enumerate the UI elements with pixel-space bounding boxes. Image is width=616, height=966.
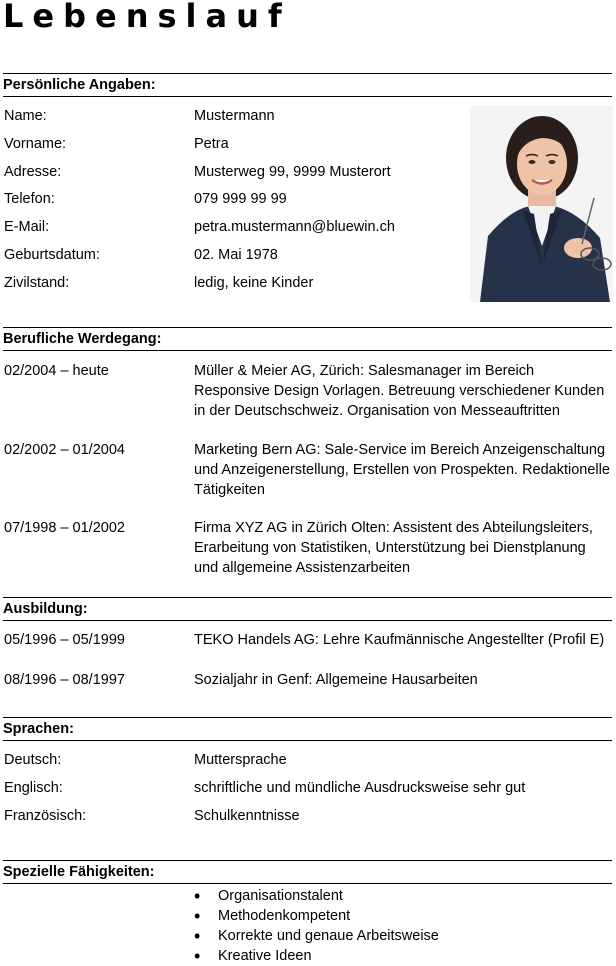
info-label: Vorname: — [4, 136, 67, 152]
info-value: 079 999 99 99 — [194, 191, 287, 207]
section-languages — [3, 717, 612, 741]
info-label: E-Mail: — [4, 219, 50, 235]
info-label: Adresse: — [4, 164, 62, 180]
career-description: Firma XYZ AG in Zürich Olten: Assistent des Abteilungsleiters, Erarbeitung von Statistiken, Unterstützung bei Dienstplanung und allgemeine Assistenzarbeiten — [194, 520, 593, 576]
info-label: Telefon: — [4, 191, 55, 207]
date-range: 05/1996 – 05/1999 — [4, 632, 125, 648]
language-level: Schulkenntnisse — [194, 808, 300, 824]
skills-list — [194, 886, 439, 966]
page-title: Lebenslauf — [3, 0, 291, 35]
section-education — [3, 597, 612, 621]
section-personal — [3, 73, 612, 97]
info-label: Zivilstand: — [4, 275, 70, 291]
date-range: 02/2002 – 01/2004 — [4, 442, 125, 458]
info-value: Mustermann — [194, 108, 275, 124]
info-value: Petra — [194, 136, 229, 152]
career-description: Marketing Bern AG: Sale-Service im Bereich Anzeigenschaltung und Anzeigenerstellung, Erstellen von Prospekten. Redaktionelle Tätigkeiten — [194, 442, 610, 498]
info-label: Name: — [4, 108, 47, 124]
education-description: Sozialjahr in Genf: Allgemeine Hausarbeiten — [194, 672, 478, 688]
date-range: 02/2004 – heute — [4, 363, 109, 379]
section-heading: Sprachen: — [3, 721, 74, 737]
info-value: ledig, keine Kinder — [194, 275, 314, 291]
section-heading: Spezielle Fähigkeiten: — [3, 864, 155, 880]
date-range: 08/1996 – 08/1997 — [4, 672, 125, 688]
info-label: Geburtsdatum: — [4, 247, 100, 263]
list-item: • Methodenkompetent — [194, 906, 439, 926]
date-range: 07/1998 – 01/2002 — [4, 520, 125, 536]
language-name: Französisch: — [4, 808, 87, 824]
language-name: Deutsch: — [4, 752, 62, 768]
language-level: Muttersprache — [194, 752, 287, 768]
language-level: schriftliche und mündliche Ausdrucksweise sehr gut — [194, 780, 526, 796]
section-skills — [3, 860, 612, 884]
list-item: • Kreative Ideen — [194, 946, 439, 966]
list-item: • Organisationstalent — [194, 886, 439, 906]
education-description: TEKO Handels AG: Lehre Kaufmännische Angestellter (Profil E) — [194, 632, 605, 648]
section-heading: Persönliche Angaben: — [3, 77, 156, 93]
language-name: Englisch: — [4, 780, 63, 796]
info-value: Musterweg 99, 9999 Musterort — [194, 164, 391, 180]
email-value: petra.mustermann@bluewin.ch — [194, 219, 395, 235]
info-value: 02. Mai 1978 — [194, 247, 278, 263]
career-description: Müller & Meier AG, Zürich: Salesmanager im Bereich Responsive Design Vorlagen. Betreuung verschiedener Kunden in der Deutschschweiz. Organisation von Messeauftritten — [194, 363, 605, 419]
section-heading: Berufliche Werdegang: — [3, 331, 162, 347]
profile-photo — [470, 106, 613, 302]
section-career — [3, 327, 612, 351]
section-heading: Ausbildung: — [3, 601, 88, 617]
list-item: • Korrekte und genaue Arbeitsweise — [194, 926, 439, 946]
